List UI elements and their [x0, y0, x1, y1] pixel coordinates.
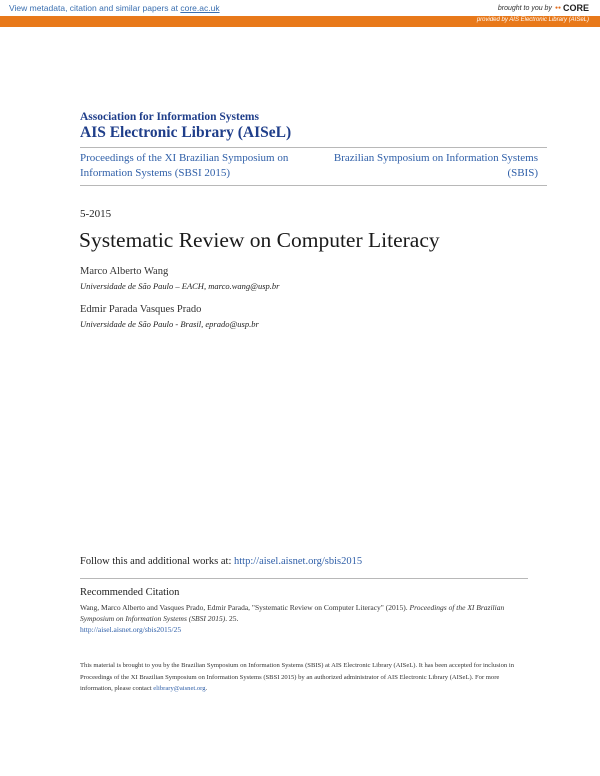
author-name: Edmir Parada Vasques Prado: [80, 304, 202, 315]
divider-citation: [80, 578, 528, 579]
divider-bottom: [80, 185, 547, 186]
citation-text: Wang, Marco Alberto and Vasques Prado, Edmir Parada, "Systematic Review on Computer Literacy" (2015).: [80, 603, 410, 612]
core-topbar: [0, 0, 600, 16]
recommended-citation-heading: Recommended Citation: [80, 587, 180, 598]
citation-suffix: . 25.: [225, 614, 239, 623]
follow-text: Follow this and additional works at:: [80, 556, 234, 567]
author-affiliation: Universidade de São Paulo - Brasil, eprado@usp.br: [80, 319, 259, 329]
collection-link-left[interactable]: Proceedings of the XI Brazilian Symposium on Information Systems (SBSI 2015): [80, 152, 289, 179]
author-name: Marco Alberto Wang: [80, 266, 169, 277]
library-header: [80, 111, 291, 142]
recommended-citation: [80, 602, 520, 635]
citation-proceedings: Proceedings of the XI Brazilian Symposium on Information Systems (SBSI 2015): [80, 603, 505, 623]
repository-notice: [80, 660, 525, 695]
notice-end: .: [205, 685, 208, 692]
core-logo-text: CORE: [562, 3, 589, 13]
paper-title: Systematic Review on Computer Literacy: [79, 228, 440, 252]
org-name[interactable]: Association for Information Systems: [80, 111, 259, 123]
brought-by-core: [498, 3, 589, 13]
core-metadata-notice: [9, 3, 220, 13]
core-link[interactable]: core.ac.uk: [180, 3, 220, 13]
citation-link[interactable]: http://aisel.aisnet.org/sbis2015/25: [80, 625, 182, 634]
divider-top: [80, 147, 547, 148]
contact-email-link[interactable]: elibrary@aisnet.org: [153, 685, 206, 692]
provided-by-bar: [0, 16, 600, 27]
core-logo[interactable]: [555, 3, 589, 13]
core-metadata-text: View metadata, citation and similar papers at: [9, 3, 181, 13]
follow-line: [80, 556, 362, 567]
library-name[interactable]: AIS Electronic Library (AISeL): [80, 124, 292, 141]
provided-by-text: provided by AIS Electronic Library (AISeL): [476, 17, 589, 23]
author-affiliation: Universidade de São Paulo – EACH, marco.wang@usp.br: [80, 281, 280, 291]
core-logo-icon: ●●: [554, 5, 561, 11]
publication-date: 5-2015: [80, 208, 112, 220]
collection-link-right[interactable]: Brazilian Symposium on Information Systems (SBIS): [333, 152, 538, 179]
notice-text: This material is brought to you by the Brazilian Symposium on Information Systems (SBIS) at AIS Electronic Library (AISeL). It has been accepted for inclusion in Proceedings of the XI Brazilian Symposium on Information Systems (SBSI 2015) by an authorized administrator of AIS Electronic Library (AISeL). For more information, please contact: [80, 662, 514, 692]
follow-link[interactable]: http://aisel.aisnet.org/sbis2015: [234, 556, 363, 567]
brought-by-text: brought to you by: [497, 4, 552, 12]
